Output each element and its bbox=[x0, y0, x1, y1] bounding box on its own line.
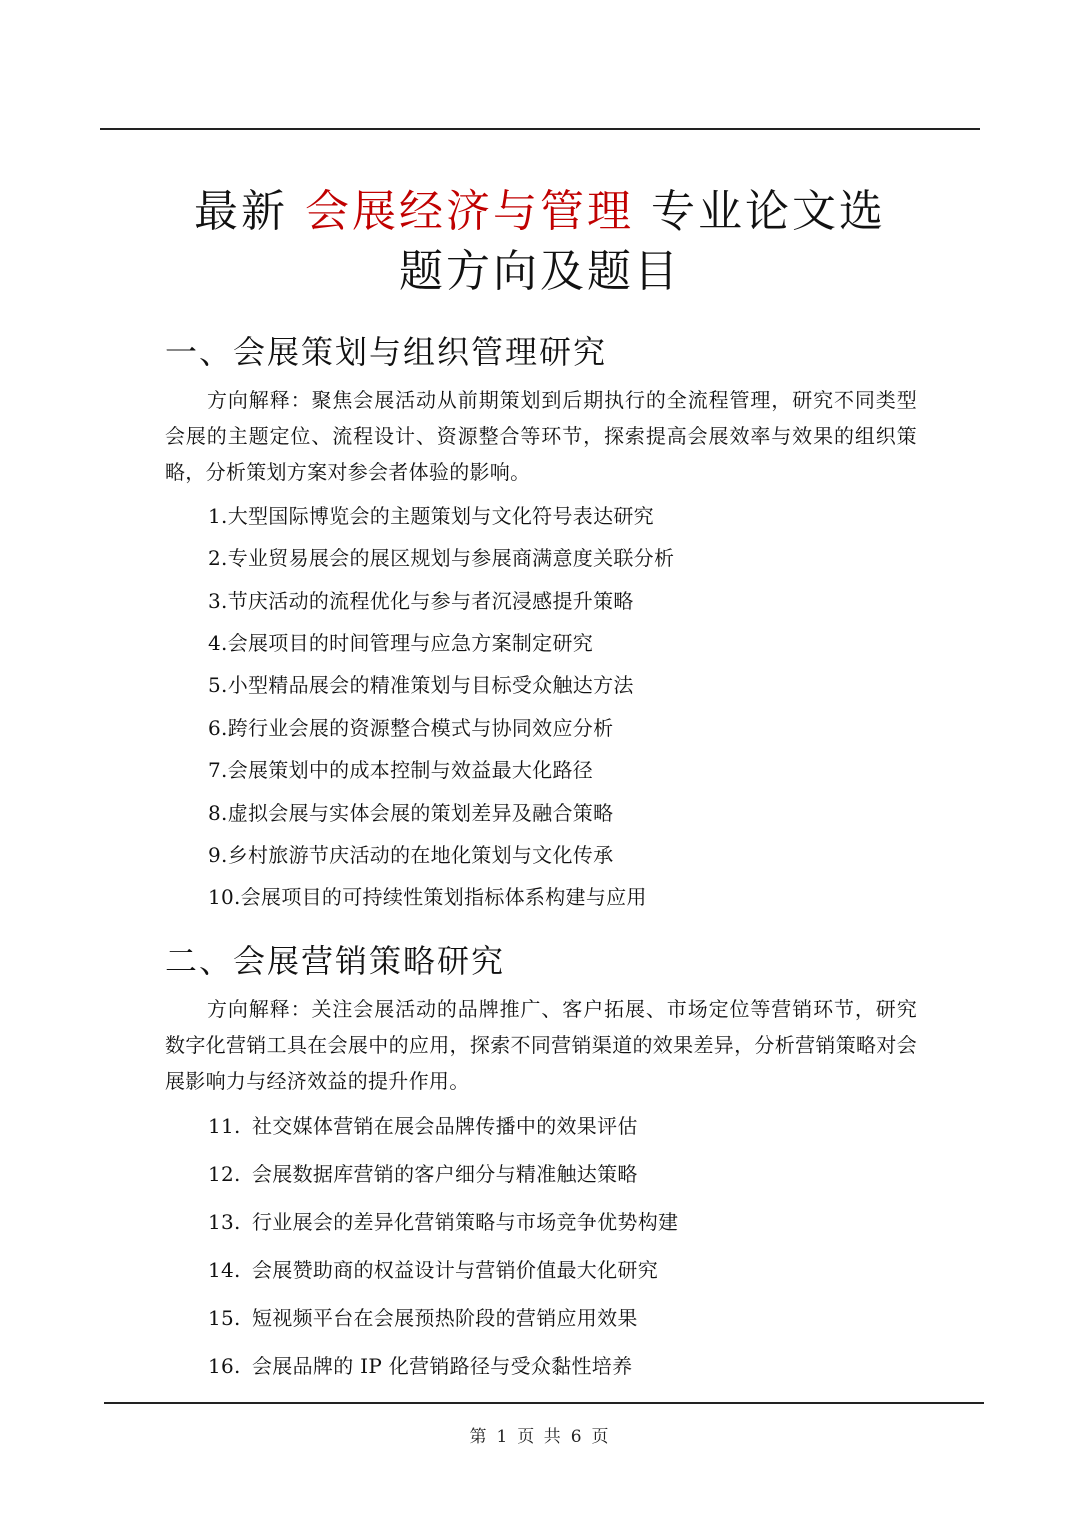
item-number: 5. bbox=[208, 673, 228, 697]
item-number: 15. bbox=[208, 1306, 241, 1330]
list-item bbox=[208, 756, 593, 784]
list-item bbox=[208, 883, 647, 911]
footer-middle: 页 共 bbox=[517, 1427, 563, 1447]
item-number: 3. bbox=[208, 589, 228, 613]
section-heading-1: 一、会展策划与组织管理研究 bbox=[165, 333, 608, 371]
list-item bbox=[208, 799, 613, 827]
list-item bbox=[208, 587, 634, 615]
list-item bbox=[208, 671, 634, 699]
title-prefix: 最新 bbox=[194, 186, 288, 237]
item-text: 社交媒体营销在展会品牌传播中的效果评估 bbox=[252, 1114, 638, 1138]
list-item bbox=[208, 1160, 638, 1188]
item-text: 会展数据库营销的客户细分与精准触达策略 bbox=[252, 1162, 638, 1186]
item-text: 大型国际博览会的主题策划与文化符号表达研究 bbox=[227, 504, 654, 528]
list-item bbox=[208, 1352, 632, 1380]
list-item bbox=[208, 1304, 638, 1332]
item-text: 会展项目的可持续性策划指标体系构建与应用 bbox=[240, 885, 647, 909]
item-text: 乡村旅游节庆活动的在地化策划与文化传承 bbox=[227, 843, 614, 867]
item-number: 13. bbox=[208, 1210, 241, 1234]
item-number: 6. bbox=[208, 716, 228, 740]
header-rule bbox=[100, 128, 980, 130]
item-text: 专业贸易展会的展区规划与参展商满意度关联分析 bbox=[227, 546, 675, 570]
list-item bbox=[208, 714, 613, 742]
section-description-1: 方向解释：聚焦会展活动从前期策划到后期执行的全流程管理，研究不同类型会展的主题定位、流程设计、资源整合等环节，探索提高会展效率与效果的组织策略，分析策划方案对参会者体验的影响。 bbox=[165, 388, 917, 484]
item-text: 会展赞助商的权益设计与营销价值最大化研究 bbox=[252, 1258, 658, 1282]
document-title-line-1 bbox=[100, 182, 980, 242]
section-description-2: 方向解释：关注会展活动的品牌推广、客户拓展、市场定位等营销环节，研究数字化营销工具在会展中的应用，探索不同营销渠道的效果差异，分析营销策略对会展影响力与经济效益的提升作用。 bbox=[165, 997, 917, 1093]
item-number: 4. bbox=[208, 631, 228, 655]
item-number: 11. bbox=[208, 1114, 241, 1138]
list-item bbox=[208, 502, 654, 530]
footer-prefix: 第 bbox=[469, 1427, 489, 1447]
item-number: 8. bbox=[208, 801, 228, 825]
item-text: 短视频平台在会展预热阶段的营销应用效果 bbox=[252, 1306, 638, 1330]
item-number: 10. bbox=[208, 885, 241, 909]
list-item bbox=[208, 1112, 638, 1140]
item-text: 跨行业会展的资源整合模式与协同效应分析 bbox=[227, 716, 614, 740]
item-number: 7. bbox=[208, 758, 228, 782]
item-number: 14. bbox=[208, 1258, 241, 1282]
page-footer bbox=[0, 1425, 1080, 1449]
list-item bbox=[208, 1208, 678, 1236]
document-title-line-2: 题方向及题目 bbox=[399, 246, 681, 297]
item-number: 12. bbox=[208, 1162, 241, 1186]
list-item bbox=[208, 629, 593, 657]
item-number: 2. bbox=[208, 546, 228, 570]
footer-suffix: 页 bbox=[591, 1427, 611, 1447]
list-item bbox=[208, 841, 613, 869]
item-text: 会展项目的时间管理与应急方案制定研究 bbox=[227, 631, 594, 655]
footer-total-pages: 6 bbox=[570, 1427, 584, 1447]
footer-rule bbox=[104, 1402, 984, 1404]
item-text: 小型精品展会的精准策划与目标受众触达方法 bbox=[227, 673, 634, 697]
item-number: 9. bbox=[208, 843, 228, 867]
item-text: 节庆活动的流程优化与参与者沉浸感提升策略 bbox=[227, 589, 634, 613]
item-text: 行业展会的差异化营销策略与市场竞争优势构建 bbox=[252, 1210, 679, 1234]
list-item bbox=[208, 544, 674, 572]
title-highlight: 会展经济与管理 bbox=[305, 186, 634, 237]
footer-page-number: 1 bbox=[496, 1427, 510, 1447]
item-text: 会展品牌的 IP 化营销路径与受众黏性培养 bbox=[252, 1354, 633, 1378]
title-suffix: 专业论文选 bbox=[651, 186, 886, 237]
item-text: 会展策划中的成本控制与效益最大化路径 bbox=[227, 758, 594, 782]
section-heading-2: 二、会展营销策略研究 bbox=[165, 942, 506, 980]
list-item bbox=[208, 1256, 658, 1284]
item-number: 16. bbox=[208, 1354, 241, 1378]
item-number: 1. bbox=[208, 504, 228, 528]
item-text: 虚拟会展与实体会展的策划差异及融合策略 bbox=[227, 801, 614, 825]
